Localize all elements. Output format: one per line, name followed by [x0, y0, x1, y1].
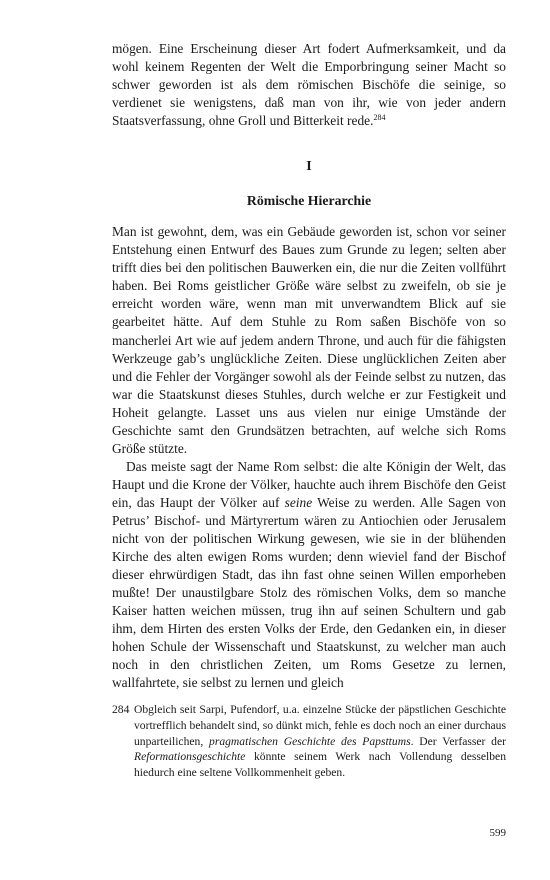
paragraph-2-text-b: Weise zu werden. Alle Sagen von Petrus’ Bischof- und Märtyrertum wären zu Antiochien oder Jerusalem nicht von der politischen Wirkung gewesen, wie sie in der blühenden Kirche des alten ewigen Roms wurden; denn wieviel fand der Bischof dieser ehrwürdigen Stadt, das ihn fast ohne seinen Willen emporheben mußte! Der unaustilgbare Stolz des römischen Volks, dem so manche Kaiser hatten weichen müssen, trug ihn auf seinen Schultern und gab ihm, dem Hirten des ersten Volks der Erde, den Gedanken ein, in dieser hohen Schule der Wissenschaft und Staatskunst, zu welcher man auch noch in den christlichen Zeiten, um Roms Gesetze zu lernen, wallfahrtete, sie selbst zu lernen und gleich — [112, 494, 506, 691]
footnote — [112, 702, 506, 780]
footnote-text-c: könnte seinem Werk nach Vollendung desselben hiedurch eine seltene Vollkommenheit geben. — [134, 750, 506, 779]
page-body — [112, 40, 506, 780]
footnote-text-a: Obgleich seit Sarpi, Pufendorf, u.a. einzelne Stücke der päpstlichen Geschichte vortrefflich behandelt sind, so dünkt mich, fehle es doch noch an einer durchaus unparteilichen, — [134, 703, 506, 748]
page-number: 599 — [489, 827, 506, 839]
section-number: I — [306, 159, 312, 175]
section-title: Römische Hierarchie — [246, 193, 372, 209]
paragraph-1: Man ist gewohnt, dem, was ein Gebäude geworden ist, schon vor seiner Entstehung einen Entwurf des Baues zum Grunde zu legen; selten aber trifft dies bei den politischen Bauwerken ein, die nur die Zeiten vollführt haben. Bei Roms geistlicher Größe wäre selbst zu zweifeln, ob sie je erreicht worden wäre, wenn man mit unverwandtem Blick auf sie gearbeitet hätte. Auf dem Stuhle zu Rom saßen Bischöfe von so mancherlei Art wie auf jedem andern Throne, und auch für die fähigsten Werkzeuge gab’s unglückliche Zeiten. Diese unglücklichen Zeiten aber und die Fehler der Vorgänger sowohl als der Feinde selbst zu nutzen, das war die Staatskunst dieses Stuhles, durch welche er zur Festigkeit und Hoheit gelangte. Lasset uns aus vielen nur einige Umstände der Geschichte samt den Grundsätzen betrachten, auf welche sich Roms Größe stützte. — [112, 224, 506, 456]
paragraph-2 — [112, 458, 506, 693]
paragraph-2-italic: seine — [284, 494, 313, 510]
footnote-text — [134, 702, 506, 780]
intro-text: mögen. Eine Erscheinung dieser Art fodert Aufmerksamkeit, und da wohl keinem Regenten der Welt die Emporbringung seiner Macht so schwer geworden ist als dem römischen Bischöfe die seinige, so verdienet sie wenigstens, daß man von ihr, wie von jeder andern Staatsverfassung, ohne Groll und Bitterkeit rede. — [112, 41, 506, 129]
footnote-text-b: . Der Verfasser der — [410, 734, 506, 748]
paragraph-2-text-a: Das meiste sagt der Name Rom selbst: die alte Königin der Welt, das Haupt und die Krone der Völker, hauchte auch ihrem Bischöfe den Geist ein, das Haupt der Völker auf — [112, 458, 506, 510]
intro-paragraph — [112, 40, 506, 130]
footnote-reference[interactable]: 284 — [373, 113, 386, 123]
footnote-italic-a: pragmatischen Geschichte des Papsttums — [209, 734, 411, 748]
footnote-italic-b: Reformationsgeschichte — [134, 750, 246, 764]
footnote-number: 284 — [112, 703, 130, 717]
